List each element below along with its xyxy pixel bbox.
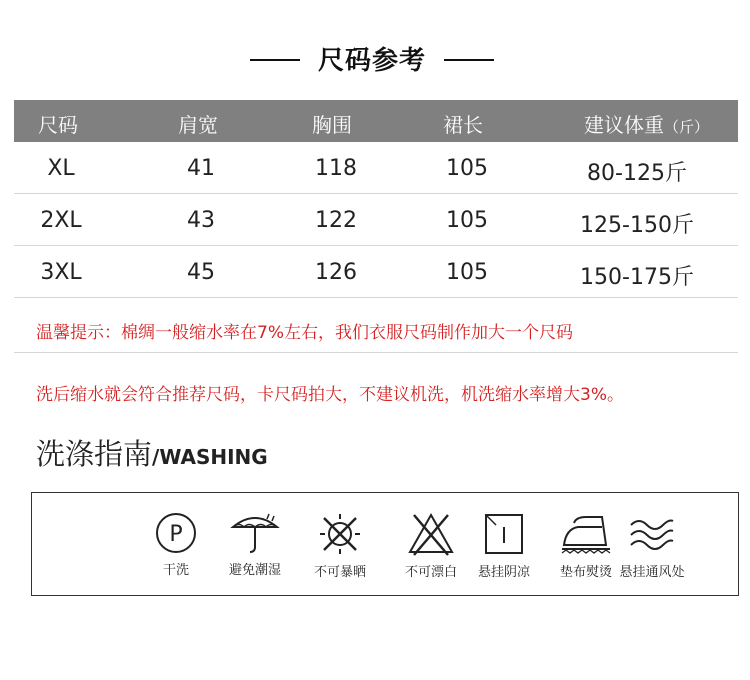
- care-symbols-panel: [31, 492, 739, 596]
- care-label: 避免潮湿: [228, 563, 281, 578]
- cell-weight: 80-125斤: [587, 161, 687, 186]
- header-length: 裙长: [443, 113, 483, 137]
- cell-shoulder: 41: [187, 156, 215, 181]
- cell-weight: 150-175斤: [580, 265, 694, 290]
- header-shoulder: 肩宽: [178, 113, 218, 137]
- care-item: [131, 511, 221, 578]
- care-label: 垫布熨烫: [559, 565, 612, 580]
- cell-size: 3XL: [40, 260, 82, 285]
- umbrella-icon: [227, 511, 283, 555]
- cell-size: XL: [47, 156, 75, 181]
- header-weight: [584, 109, 709, 138]
- header-bust: 胸围: [312, 113, 352, 137]
- washing-title-cn: 洗涤指南: [36, 437, 153, 471]
- table-row: [14, 142, 738, 194]
- cell-length: 105: [446, 260, 488, 285]
- care-item: [210, 511, 300, 578]
- care-label: 不可暴晒: [313, 565, 366, 580]
- cell-bust: 118: [315, 156, 357, 181]
- care-label: 不可漂白: [404, 565, 457, 580]
- care-item: [295, 511, 385, 580]
- washing-guide-title: [36, 432, 268, 473]
- wash-advice-notice: 洗后缩水就会符合推荐尺码，卡尺码拍大，不建议机洗，机洗缩水率增大3%。: [36, 385, 624, 405]
- svg-text:P: P: [169, 522, 183, 547]
- cell-shoulder: 43: [187, 208, 215, 233]
- cell-length: 105: [446, 208, 488, 233]
- header-size: 尺码: [38, 113, 78, 137]
- table-header: [14, 100, 738, 142]
- cell-shoulder: 45: [187, 260, 215, 285]
- title-right-rule: [444, 59, 494, 61]
- cell-weight: 125-150斤: [580, 213, 694, 238]
- cell-bust: 122: [315, 208, 357, 233]
- size-table: [14, 100, 738, 298]
- no-sun-icon: [315, 511, 365, 557]
- page-header: [0, 36, 750, 80]
- cell-length: 105: [446, 156, 488, 181]
- table-row: [14, 246, 738, 298]
- washing-title-en: /WASHING: [152, 445, 268, 469]
- care-label: 悬挂阴凉: [477, 565, 530, 580]
- header-weight-label: 建议体重: [584, 113, 664, 137]
- title-left-rule: [250, 59, 300, 61]
- notice-divider: [14, 352, 738, 353]
- care-item: [459, 511, 549, 580]
- dry-clean-icon: [152, 511, 200, 555]
- care-item: [607, 511, 697, 580]
- page-title: 尺码参考: [317, 46, 426, 76]
- ventilated-icon: [627, 511, 677, 557]
- shrink-notice: 温馨提示：棉绸一般缩水率在7%左右，我们衣服尺码制作加大一个尺码: [36, 323, 573, 343]
- cell-size: 2XL: [40, 208, 82, 233]
- table-row: [14, 194, 738, 246]
- line-dry-shade-icon: [482, 511, 526, 557]
- care-label: 悬挂通风处: [619, 565, 685, 580]
- header-weight-unit: （斤）: [664, 118, 710, 136]
- no-bleach-icon: [406, 511, 456, 557]
- care-label: 干洗: [162, 563, 189, 578]
- cell-bust: 126: [315, 260, 357, 285]
